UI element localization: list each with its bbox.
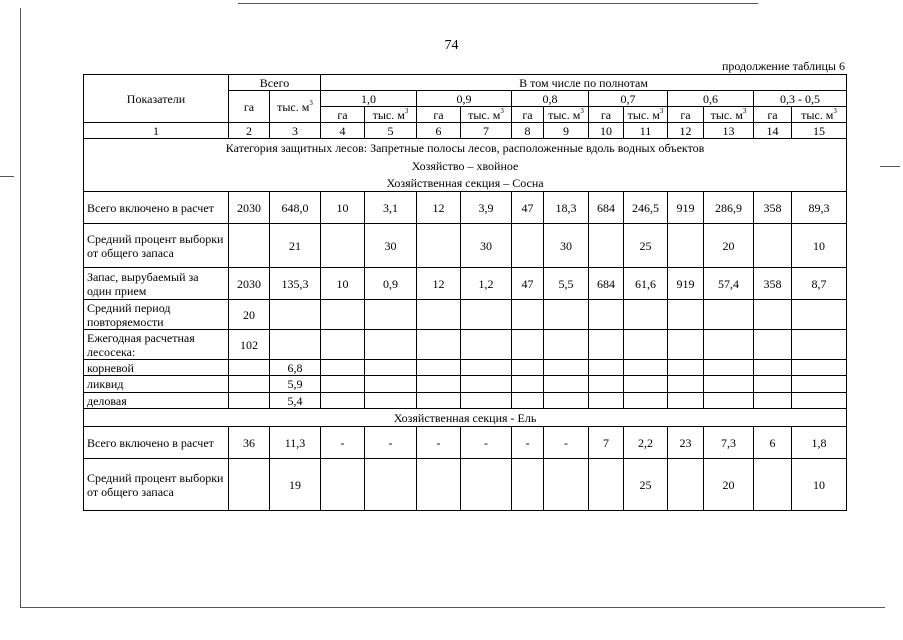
row-label: Всего включено в расчет bbox=[84, 192, 229, 224]
table-cell: 12 bbox=[417, 192, 461, 224]
table-cell bbox=[544, 360, 589, 376]
table-cell bbox=[624, 393, 668, 409]
table-cell bbox=[792, 300, 847, 330]
table-cell bbox=[754, 360, 792, 376]
table-cell bbox=[229, 376, 270, 393]
column-number: 4 bbox=[321, 123, 365, 139]
row-label: Запас, вырубаемый за один прием bbox=[84, 268, 229, 300]
header-total: Всего bbox=[229, 75, 321, 91]
table-cell bbox=[624, 376, 668, 393]
table-row bbox=[84, 330, 847, 360]
table-cell bbox=[461, 330, 512, 360]
table-cell: 30 bbox=[461, 224, 512, 268]
table-cell bbox=[668, 330, 704, 360]
table-cell bbox=[668, 300, 704, 330]
column-number: 14 bbox=[754, 123, 792, 139]
table-cell: 21 bbox=[270, 224, 321, 268]
table-cell bbox=[461, 376, 512, 393]
table-cell bbox=[624, 300, 668, 330]
unit-superscript: 3 bbox=[833, 106, 837, 115]
header-row-1 bbox=[84, 75, 847, 91]
table-cell bbox=[704, 330, 754, 360]
table-cell: 25 bbox=[624, 459, 668, 511]
header-indicators: Показатели bbox=[84, 75, 229, 123]
unit-text: тыс. м bbox=[801, 107, 834, 122]
table-cell: 358 bbox=[754, 268, 792, 300]
header-fullness-1-0: 1,0 bbox=[321, 91, 417, 107]
table-cell bbox=[229, 393, 270, 409]
table-cell: 20 bbox=[704, 459, 754, 511]
table-row bbox=[84, 300, 847, 330]
table-cell: - bbox=[321, 427, 365, 459]
table-cell bbox=[792, 376, 847, 393]
scan-edge-bottom bbox=[20, 607, 885, 608]
section-pine-title-row bbox=[84, 175, 847, 192]
table-cell: 10 bbox=[792, 224, 847, 268]
table-cell: 47 bbox=[512, 192, 544, 224]
table-cell bbox=[668, 360, 704, 376]
table-cell: 10 bbox=[321, 192, 365, 224]
table-cell: 6,8 bbox=[270, 360, 321, 376]
table-row bbox=[84, 192, 847, 224]
unit-text: тыс. м bbox=[468, 107, 501, 122]
table-cell bbox=[417, 330, 461, 360]
forest-data-table bbox=[83, 74, 847, 511]
scan-mark-right bbox=[880, 166, 900, 167]
table-cell bbox=[417, 459, 461, 511]
table-cell bbox=[589, 224, 624, 268]
header-unit-ha: га bbox=[668, 107, 704, 123]
table-cell: 0,9 bbox=[365, 268, 417, 300]
table-cell bbox=[512, 360, 544, 376]
table-cell: 30 bbox=[544, 224, 589, 268]
column-number: 10 bbox=[589, 123, 624, 139]
table-cell bbox=[754, 376, 792, 393]
unit-text: тыс. м bbox=[548, 107, 581, 122]
scan-mark-left bbox=[0, 176, 14, 177]
table-cell: 30 bbox=[365, 224, 417, 268]
table-cell: 11,3 bbox=[270, 427, 321, 459]
scan-edge-left bbox=[20, 8, 21, 608]
header-unit-volume bbox=[704, 107, 754, 123]
table-cell bbox=[544, 459, 589, 511]
table-cell: 18,3 bbox=[544, 192, 589, 224]
unit-superscript: 3 bbox=[580, 106, 584, 115]
header-fullness-0-7: 0,7 bbox=[589, 91, 668, 107]
table-cell bbox=[229, 459, 270, 511]
header-unit-volume bbox=[461, 107, 512, 123]
table-cell bbox=[461, 393, 512, 409]
table-cell bbox=[544, 376, 589, 393]
table-cell: 8,7 bbox=[792, 268, 847, 300]
table-cell bbox=[512, 224, 544, 268]
table-cell bbox=[624, 330, 668, 360]
table-cell: 684 bbox=[589, 268, 624, 300]
table-cell bbox=[512, 376, 544, 393]
table-row bbox=[84, 360, 847, 376]
header-unit-ha: га bbox=[589, 107, 624, 123]
table-cell: 19 bbox=[270, 459, 321, 511]
table-cell bbox=[461, 300, 512, 330]
row-label: корневой bbox=[84, 360, 229, 376]
table-cell bbox=[754, 393, 792, 409]
column-number: 12 bbox=[668, 123, 704, 139]
header-unit-volume bbox=[792, 107, 847, 123]
section-spruce-title: Хозяйственная секция - Ель bbox=[84, 409, 847, 427]
unit-superscript: 3 bbox=[309, 98, 313, 107]
table-cell bbox=[321, 459, 365, 511]
table-cell: 1,8 bbox=[792, 427, 847, 459]
table-cell: - bbox=[461, 427, 512, 459]
table-cell: 5,4 bbox=[270, 393, 321, 409]
table-cell bbox=[417, 393, 461, 409]
table-cell bbox=[544, 300, 589, 330]
table-cell: 286,9 bbox=[704, 192, 754, 224]
table-cell bbox=[589, 300, 624, 330]
row-label: Средний период повторяемости bbox=[84, 300, 229, 330]
header-fullness-0-6: 0,6 bbox=[668, 91, 754, 107]
table-cell bbox=[512, 459, 544, 511]
header-unit-volume bbox=[544, 107, 589, 123]
table-cell bbox=[229, 360, 270, 376]
table-cell: 47 bbox=[512, 268, 544, 300]
header-unit-ha: га bbox=[754, 107, 792, 123]
table-cell: 89,3 bbox=[792, 192, 847, 224]
table-cell: - bbox=[365, 427, 417, 459]
column-number: 9 bbox=[544, 123, 589, 139]
column-numbers-row bbox=[84, 123, 847, 139]
table-cell bbox=[668, 224, 704, 268]
table-cell: 6 bbox=[754, 427, 792, 459]
table-cell bbox=[668, 459, 704, 511]
unit-superscript: 3 bbox=[659, 106, 664, 115]
column-number: 7 bbox=[461, 123, 512, 139]
header-unit-volume bbox=[624, 107, 668, 123]
table-cell: 919 bbox=[668, 268, 704, 300]
table-cell bbox=[704, 300, 754, 330]
table-cell bbox=[792, 360, 847, 376]
category-title-row bbox=[84, 139, 847, 157]
header-total-ha: га bbox=[229, 91, 270, 123]
table-cell bbox=[544, 393, 589, 409]
table-cell bbox=[417, 376, 461, 393]
table-cell bbox=[365, 300, 417, 330]
table-cell bbox=[624, 360, 668, 376]
row-label: Ежегодная расчетная лесосека: bbox=[84, 330, 229, 360]
table-cell: 7 bbox=[589, 427, 624, 459]
header-fullness-0-9: 0,9 bbox=[417, 91, 512, 107]
table-cell bbox=[365, 360, 417, 376]
table-cell bbox=[589, 376, 624, 393]
unit-text: тыс. м bbox=[627, 107, 660, 122]
table-cell bbox=[589, 393, 624, 409]
column-number: 1 bbox=[84, 123, 229, 139]
table-cell bbox=[321, 393, 365, 409]
table-cell bbox=[544, 330, 589, 360]
table-cell: 102 bbox=[229, 330, 270, 360]
row-label: Средний процент выборки от общего запаса bbox=[84, 224, 229, 268]
table-cell bbox=[754, 459, 792, 511]
header-unit-ha: га bbox=[321, 107, 365, 123]
page-number: 74 bbox=[444, 38, 459, 53]
header-unit-volume bbox=[365, 107, 417, 123]
table-row bbox=[84, 224, 847, 268]
table-cell bbox=[754, 300, 792, 330]
table-cell bbox=[417, 360, 461, 376]
row-label: Всего включено в расчет bbox=[84, 427, 229, 459]
table-cell bbox=[512, 393, 544, 409]
table-cell: 10 bbox=[792, 459, 847, 511]
table-cell: 36 bbox=[229, 427, 270, 459]
header-unit-ha: га bbox=[417, 107, 461, 123]
column-number: 3 bbox=[270, 123, 321, 139]
table-row bbox=[84, 459, 847, 511]
section-spruce-title-row bbox=[84, 409, 847, 427]
table-cell bbox=[365, 459, 417, 511]
table-cell bbox=[365, 376, 417, 393]
table-cell bbox=[792, 330, 847, 360]
unit-text: тыс. м bbox=[710, 107, 743, 122]
table-cell bbox=[589, 330, 624, 360]
column-number: 5 bbox=[365, 123, 417, 139]
table-row bbox=[84, 268, 847, 300]
table-cell: 1,2 bbox=[461, 268, 512, 300]
section-pine-title: Хозяйственная секция – Сосна bbox=[84, 175, 847, 192]
table-cell bbox=[417, 300, 461, 330]
table-cell bbox=[668, 393, 704, 409]
unit-text: тыс. м bbox=[277, 99, 310, 114]
table-cell: 20 bbox=[704, 224, 754, 268]
table-cell bbox=[270, 300, 321, 330]
table-cell: 57,4 bbox=[704, 268, 754, 300]
table-cell bbox=[754, 224, 792, 268]
header-incl-fullness: В том числе по полнотам bbox=[321, 75, 847, 91]
table-cell bbox=[321, 330, 365, 360]
table-cell: 2030 bbox=[229, 192, 270, 224]
table-cell: - bbox=[544, 427, 589, 459]
column-number: 2 bbox=[229, 123, 270, 139]
table-cell: 919 bbox=[668, 192, 704, 224]
table-cell bbox=[754, 330, 792, 360]
table-cell: 7,3 bbox=[704, 427, 754, 459]
table-cell bbox=[229, 224, 270, 268]
table-cell bbox=[365, 393, 417, 409]
table-row bbox=[84, 393, 847, 409]
table-cell: 3,9 bbox=[461, 192, 512, 224]
table-cell bbox=[512, 300, 544, 330]
table-cell: 23 bbox=[668, 427, 704, 459]
table-cell bbox=[668, 376, 704, 393]
row-label: ликвид bbox=[84, 376, 229, 393]
table-cell: 25 bbox=[624, 224, 668, 268]
table-cell: 12 bbox=[417, 268, 461, 300]
table-cell bbox=[417, 224, 461, 268]
scan-edge-top bbox=[238, 3, 758, 4]
table-cell bbox=[589, 459, 624, 511]
column-number: 13 bbox=[704, 123, 754, 139]
table-cell: 10 bbox=[321, 268, 365, 300]
table-cell: 684 bbox=[589, 192, 624, 224]
table-cell: - bbox=[512, 427, 544, 459]
table-cell bbox=[321, 300, 365, 330]
header-fullness-0-8: 0,8 bbox=[512, 91, 589, 107]
table-cell: 246,5 bbox=[624, 192, 668, 224]
table-cell: 2030 bbox=[229, 268, 270, 300]
column-number: 8 bbox=[512, 123, 544, 139]
table-cell: 5,9 bbox=[270, 376, 321, 393]
column-number: 6 bbox=[417, 123, 461, 139]
table-cell bbox=[704, 376, 754, 393]
row-label: деловая bbox=[84, 393, 229, 409]
column-number: 11 bbox=[624, 123, 668, 139]
table-cell: - bbox=[417, 427, 461, 459]
table-continuation-note: продолжение таблицы 6 bbox=[721, 59, 845, 73]
column-number: 15 bbox=[792, 123, 847, 139]
category-title: Категория защитных лесов: Запретные полосы лесов, расположенные вдоль водных объектов bbox=[84, 139, 847, 157]
table-cell: 3,1 bbox=[365, 192, 417, 224]
table-cell: 135,3 bbox=[270, 268, 321, 300]
table-cell bbox=[321, 360, 365, 376]
table-cell: 5,5 bbox=[544, 268, 589, 300]
header-unit-ha: га bbox=[512, 107, 544, 123]
economy-title-row bbox=[84, 157, 847, 175]
header-fullness-0-3-0-5: 0,3 - 0,5 bbox=[754, 91, 847, 107]
table-cell: 20 bbox=[229, 300, 270, 330]
unit-text: тыс. м bbox=[372, 107, 405, 122]
table-cell bbox=[461, 360, 512, 376]
table-cell bbox=[321, 224, 365, 268]
table-cell: 358 bbox=[754, 192, 792, 224]
unit-superscript: 3 bbox=[742, 106, 747, 115]
table-cell bbox=[321, 376, 365, 393]
table-cell: 648,0 bbox=[270, 192, 321, 224]
table-cell bbox=[792, 393, 847, 409]
table-row bbox=[84, 427, 847, 459]
table-cell bbox=[589, 360, 624, 376]
economy-title: Хозяйство – хвойное bbox=[84, 157, 847, 175]
unit-superscript: 3 bbox=[500, 106, 504, 115]
unit-superscript: 3 bbox=[404, 106, 409, 115]
table-cell bbox=[270, 330, 321, 360]
row-label: Средний процент выборки от общего запаса bbox=[84, 459, 229, 511]
header-total-vol bbox=[270, 91, 321, 123]
table-cell: 61,6 bbox=[624, 268, 668, 300]
table-cell bbox=[704, 393, 754, 409]
table-row bbox=[84, 376, 847, 393]
table-cell: 2,2 bbox=[624, 427, 668, 459]
table-cell bbox=[512, 330, 544, 360]
table-cell bbox=[365, 330, 417, 360]
table-cell bbox=[704, 360, 754, 376]
table-cell bbox=[461, 459, 512, 511]
